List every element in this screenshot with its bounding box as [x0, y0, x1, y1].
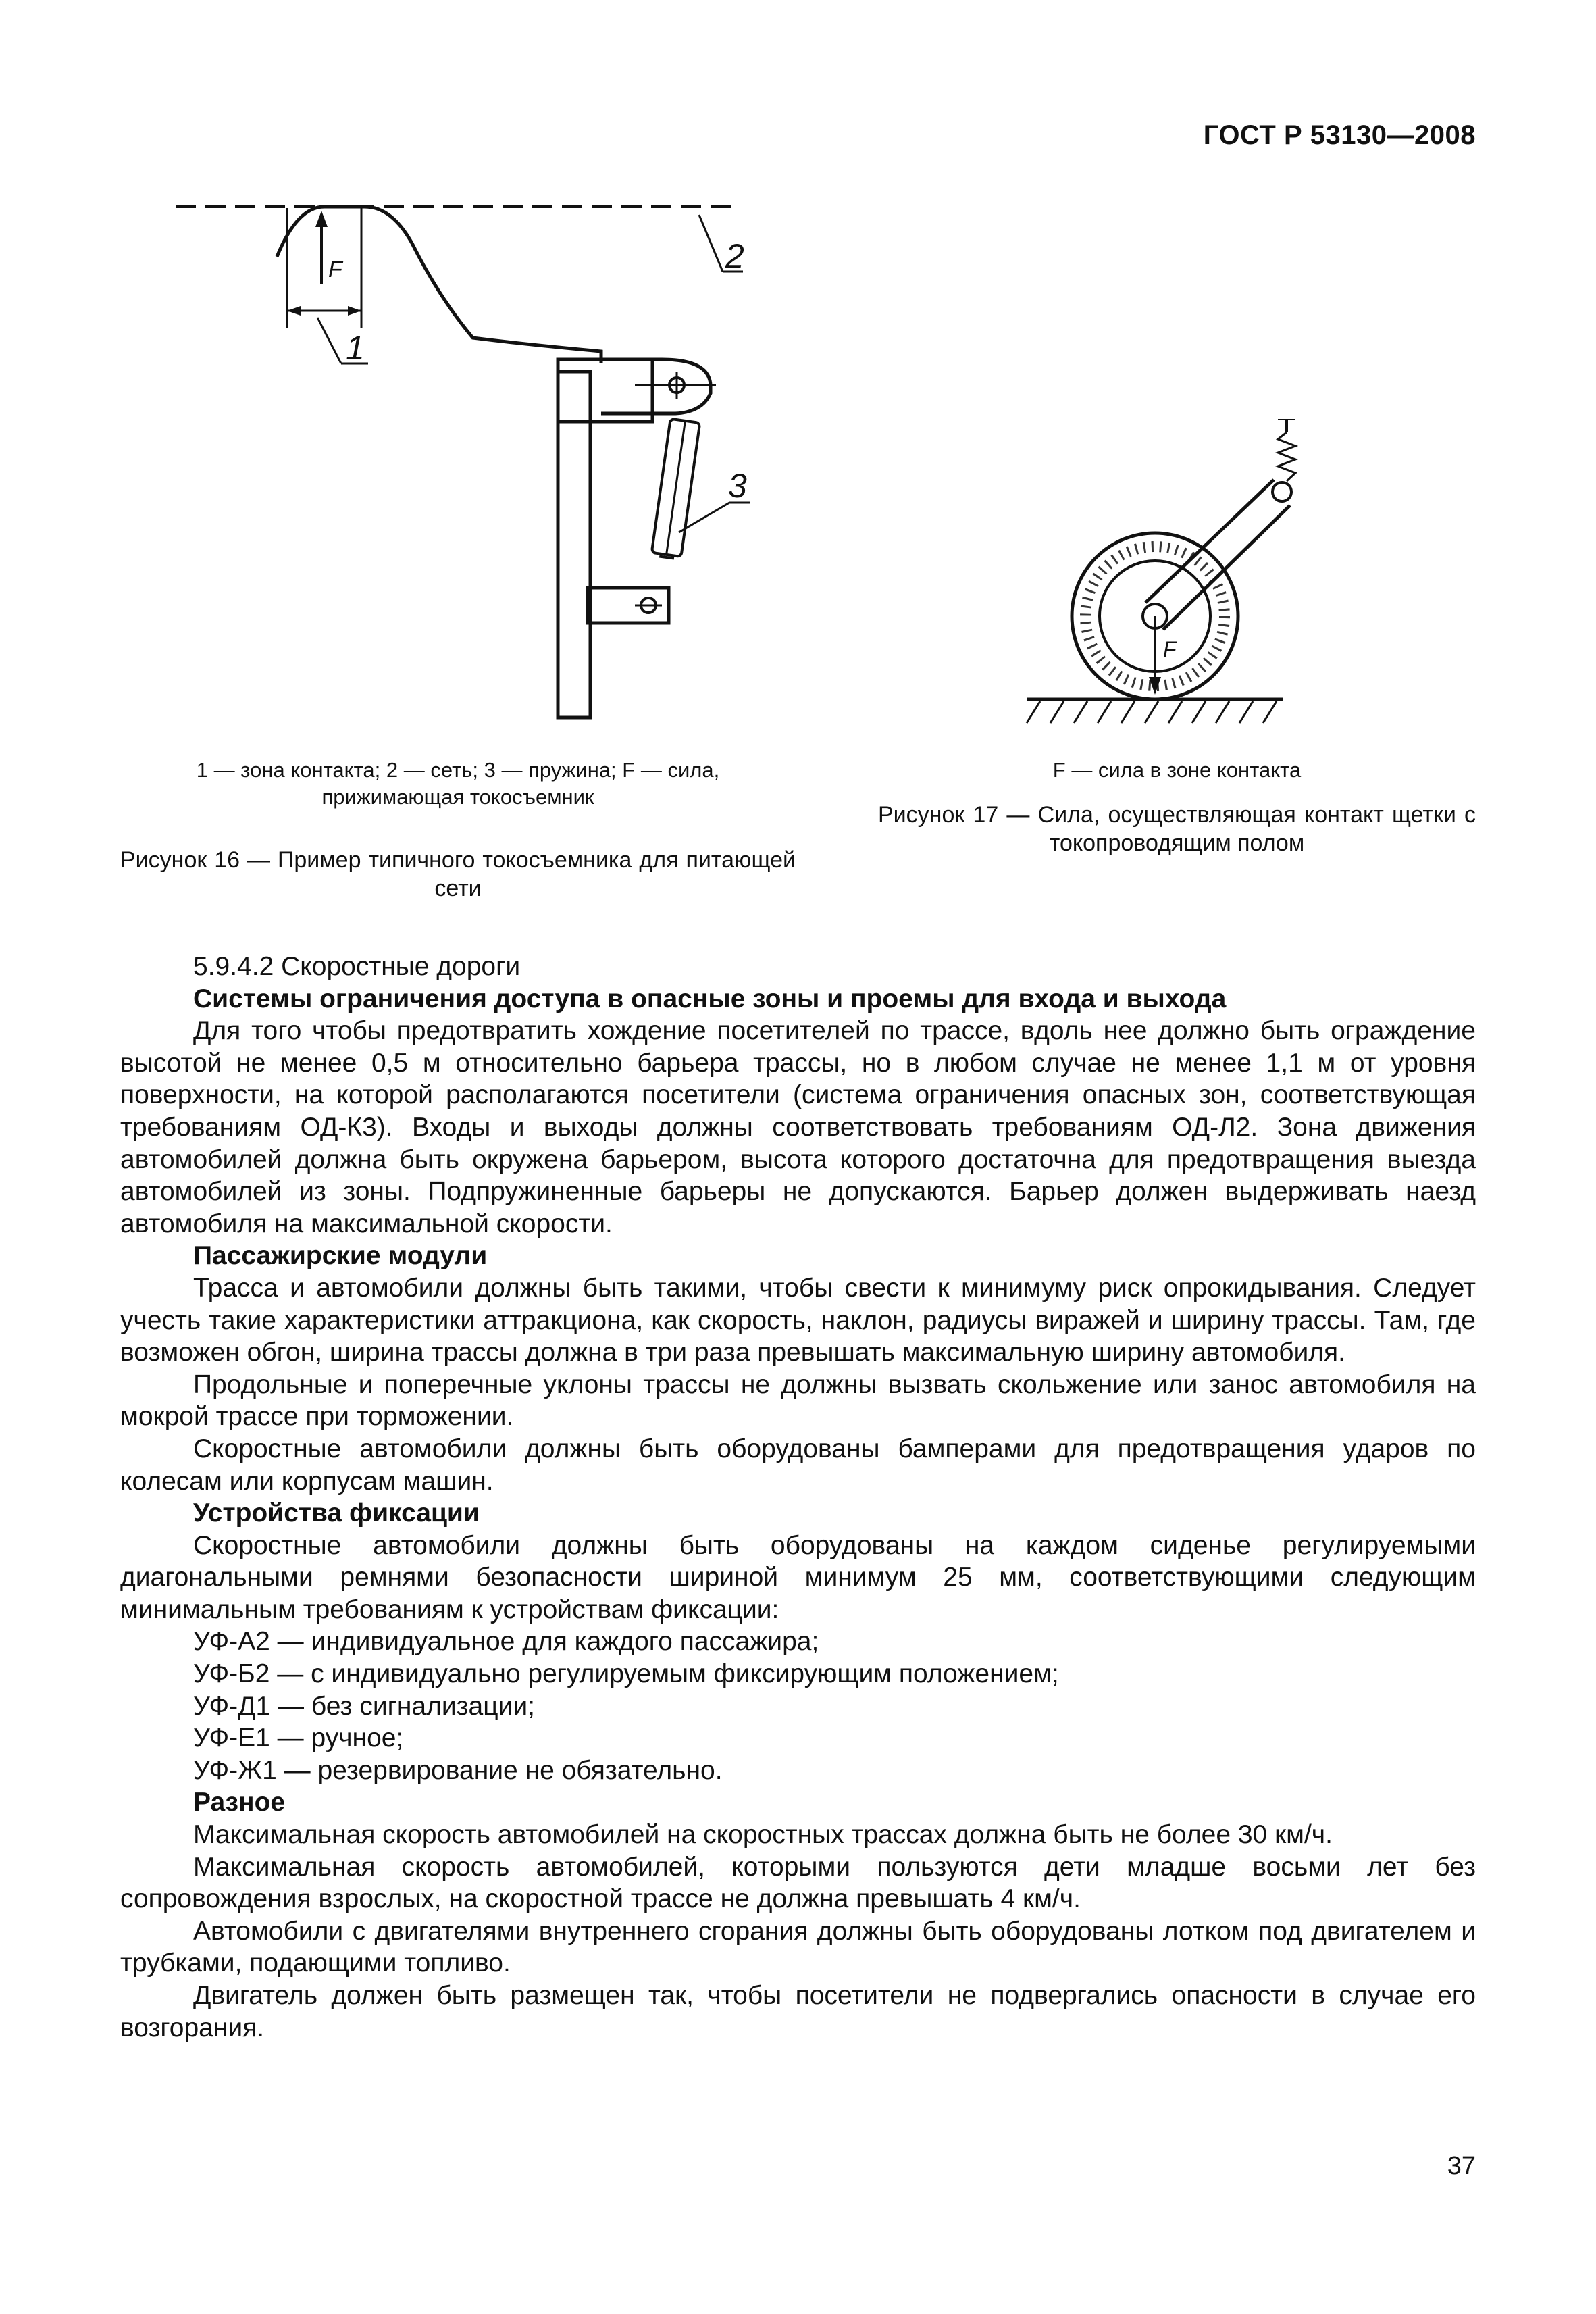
figure-17-legend: F — сила в зоне контакта	[1052, 758, 1302, 782]
subheading-access-systems: Системы ограничения доступа в опасные зоны и проемы для входа и выхода	[193, 984, 1227, 1013]
paragraph: Максимальная скорость автомобилей, которыми пользуются дети младше восьми лет без сопровождения взрослых, на скоростной трассе не должна превышать 4 км/ч.	[120, 1852, 1476, 1914]
subheading-misc: Разное	[193, 1788, 286, 1817]
page-number: 37	[1447, 2152, 1476, 2180]
paragraph: Автомобили с двигателями внутреннего сгорания должны быть оборудованы лотком под двигателем и трубками, подающими топливо.	[120, 1916, 1476, 1978]
figure-16-current-collector	[162, 182, 770, 723]
list-item: УФ-Ж1 — резервирование не обязательно.	[193, 1755, 723, 1785]
paragraph: Скоростные автомобили должны быть оборудованы бамперами для предотвращения ударов по колесам или корпусам машин.	[120, 1434, 1476, 1496]
label-contact-zone: 1	[346, 329, 365, 367]
body-text	[120, 951, 1476, 2044]
paragraph: Трасса и автомобили должны быть такими, чтобы свести к минимуму риск опрокидывания. Следует учесть такие характеристики аттракциона, как скорость, наклон, радиусы виражей и ширину трассы. Там, где возможен обгон, ширина трассы должна в три раза превышать максимальную ширину автомобиля.	[120, 1273, 1476, 1367]
force-label: F	[1163, 637, 1177, 661]
figure-16-legend-line2: прижимающая токосъемник	[321, 785, 594, 809]
section-heading: 5.9.4.2 Скоростные дороги	[193, 952, 521, 981]
list-item: УФ-Д1 — без сигнализации;	[193, 1691, 535, 1721]
subheading-passenger-modules: Пассажирские модули	[193, 1241, 488, 1271]
paragraph: Продольные и поперечные уклоны трассы не должны вызвать скольжение или занос автомобиля на мокрой трассе при торможении.	[120, 1369, 1476, 1432]
paragraph: Для того чтобы предотвратить хождение посетителей по трассе, вдоль нее должно быть ограждение высотой не менее 0,5 м относительно барьера трассы, но в любом случае не менее 1,1 м от уровня поверхности, на которой располагаются посетители (система ограничения опасных зон, соответствующая требованиям ОД-К3). Входы и выходы должны соответствовать требованиям ОД-Л2. Зона движения автомобилей должна быть окружена барьером, высота которого достаточна для предотвращения выезда автомобилей из зоны. Подпружиненные барьеры не допускаются. Барьер должен выдерживать наезд автомобиля на максимальной скорости.	[120, 1016, 1476, 1238]
label-spring: 3	[728, 467, 747, 505]
list-item: УФ-А2 — индивидуальное для каждого пассажира;	[193, 1627, 819, 1657]
force-label: F	[328, 257, 342, 282]
paragraph: Двигатель должен быть размещен так, чтобы посетители не подвергались опасности в случае его возгорания.	[120, 1981, 1476, 2042]
list-item: УФ-Е1 — ручное;	[193, 1724, 404, 1753]
contact-shoe-profile	[277, 207, 601, 363]
figure-16-legend-line1: 1 — зона контакта; 2 — сеть; 3 — пружина; F — сила,	[196, 758, 720, 782]
paragraph: Максимальная скорость автомобилей на скоростных трассах должна быть не более 30 км/ч.	[193, 1820, 1333, 1850]
figure-17-caption: Рисунок 17 — Сила, осуществляющая контакт щетки с токопроводящим полом	[878, 802, 1476, 856]
list-item: УФ-Б2 — с индивидуально регулируемым фиксирующим положением;	[193, 1659, 1059, 1689]
subheading-restraints: Устройства фиксации	[193, 1499, 480, 1528]
label-network: 2	[725, 237, 744, 275]
figure-17-brush-wheel	[1013, 419, 1337, 730]
document-code: ГОСТ Р 53130—2008	[1203, 120, 1476, 150]
figure-16-legend	[120, 757, 796, 811]
figure-16-caption: Рисунок 16 — Пример типичного токосъемника для питающей сети	[120, 847, 796, 901]
paragraph: Скоростные автомобили должны быть оборудованы на каждом сиденье регулируемыми диагональными ремнями безопасности шириной минимум 25 мм, соответствующими следующим минимальным требованиям к устройствам фиксации:	[120, 1530, 1476, 1624]
